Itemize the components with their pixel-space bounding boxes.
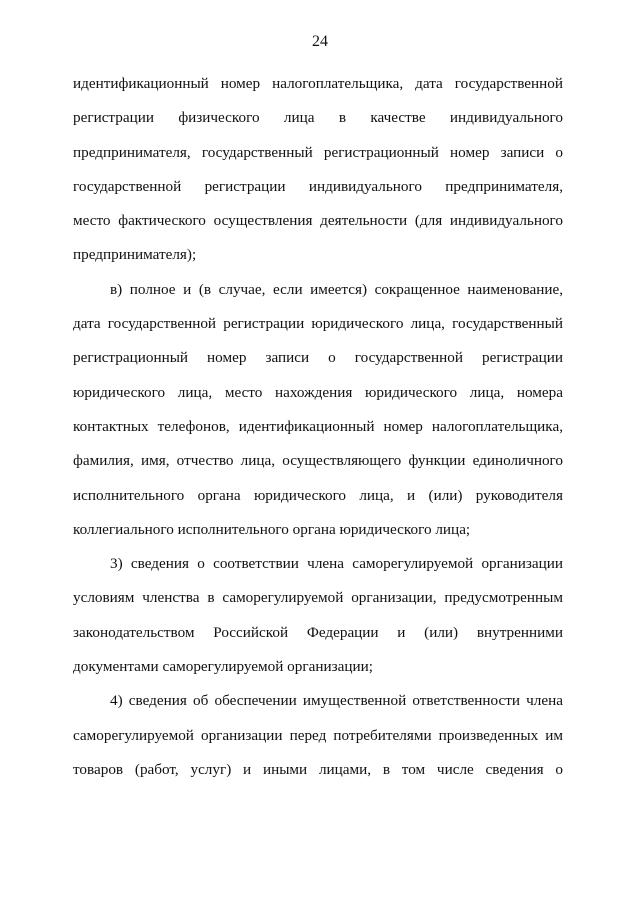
text-line: исполнительного органа юридического лица, и (или) руководителя xyxy=(73,486,563,504)
text-line: товаров (работ, услуг) и иными лицами, в том числе сведения о xyxy=(73,760,563,778)
text-line: законодательством Российской Федерации и (или) внутренними xyxy=(73,623,563,641)
text-line: предпринимателя, государственный регистрационный номер записи о xyxy=(73,143,563,161)
text-line: 3) сведения о соответствии члена саморегулируемой организации xyxy=(110,555,563,573)
text-line: контактных телефонов, идентификационный номер налогоплательщика, xyxy=(73,417,563,435)
text-line: фамилия, имя, отчество лица, осуществляющего функции единоличного xyxy=(73,452,563,470)
text-line: дата государственной регистрации юридического лица, государственный xyxy=(73,315,563,333)
text-line: идентификационный номер налогоплательщика, дата государственной xyxy=(73,75,563,92)
text-line: саморегулируемой организации перед потребителями произведенных им xyxy=(73,726,563,744)
text-line: коллегиального исполнительного органа юридического лица; xyxy=(73,520,471,538)
text-line: документами саморегулируемой организации; xyxy=(73,658,373,676)
text-line: в) полное и (в случае, если имеется) сокращенное наименование, xyxy=(110,280,563,298)
text-line: место фактического осуществления деятельности (для индивидуального xyxy=(73,212,563,230)
text-line: регистрационный номер записи о государственной регистрации xyxy=(73,349,563,367)
page-number: 24 xyxy=(312,33,328,50)
text-line: предпринимателя); xyxy=(73,246,197,264)
text-line: условиям членства в саморегулируемой организации, предусмотренным xyxy=(73,589,563,607)
body-text xyxy=(73,67,563,787)
text-line: регистрации физического лица в качестве индивидуального xyxy=(73,109,563,127)
text-line: государственной регистрации индивидуального предпринимателя, xyxy=(73,177,563,195)
text-line: 4) сведения об обеспечении имущественной ответственности члена xyxy=(110,692,563,710)
text-line: юридического лица, место нахождения юридического лица, номера xyxy=(73,383,563,401)
